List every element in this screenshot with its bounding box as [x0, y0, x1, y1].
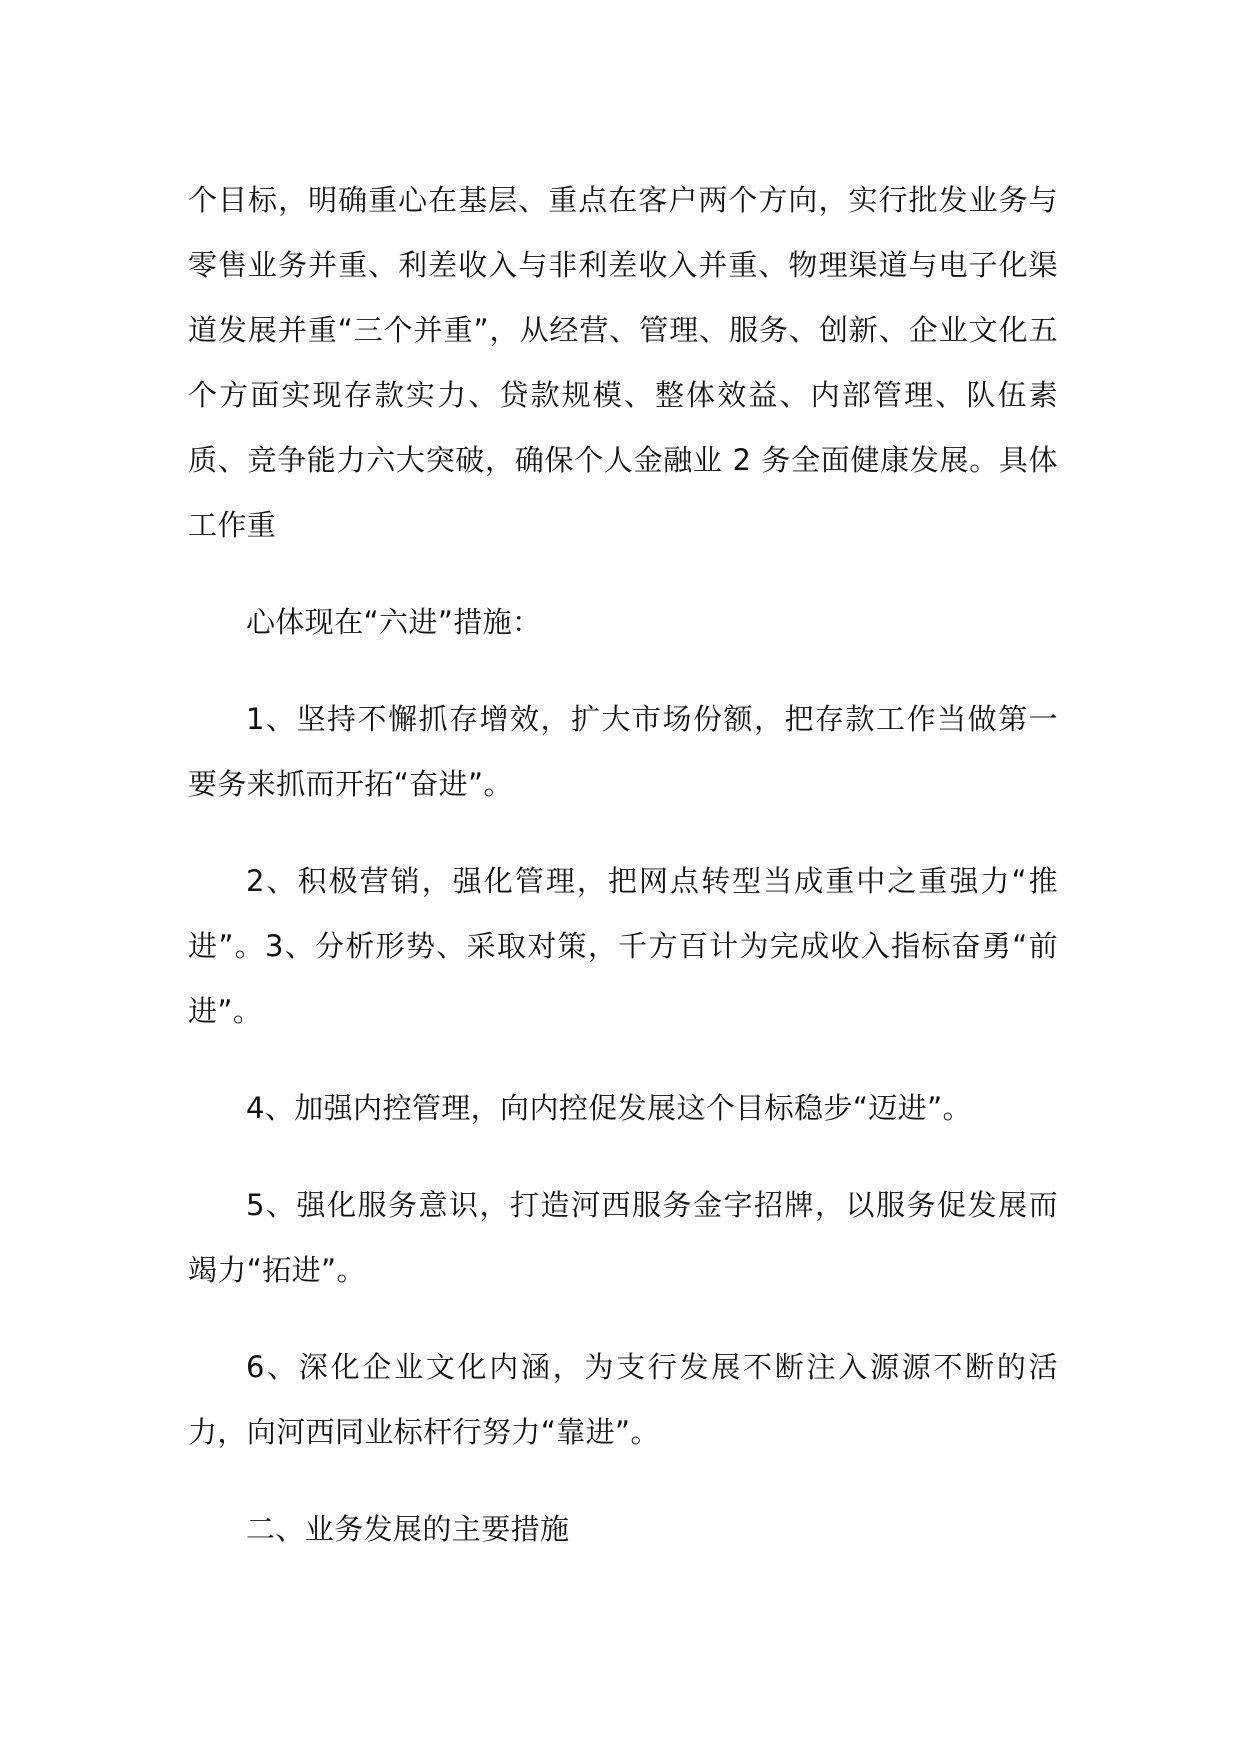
document-body — [188, 168, 1058, 1562]
paragraph-measure-5: 5、强化服务意识，打造河西服务金字招牌，以服务促发展而竭力“拓进”。 — [188, 1188, 1058, 1287]
section-heading-main-measures: 二、业务发展的主要措施 — [246, 1512, 570, 1546]
paragraph-measure-2-3: 2、积极营销，强化管理，把网点转型当成重中之重强力“推进”。3、分析形势、采取对策，千方百计为完成收入指标奋勇“前进”。 — [188, 864, 1058, 1028]
paragraph-intro: 个目标，明确重心在基层、重点在客户两个方向，实行批发业务与零售业务并重、利差收入与非利差收入并重、物理渠道与电子化渠道发展并重“三个并重”，从经营、管理、服务、创新、企业文化五个方面实现存款实力、贷款规模、整体效益、内部管理、队伍素质、竞争能力六大突破，确保个人金融业 2 务全面健康发展。具体工作重 — [188, 183, 1058, 542]
paragraph-measure-4: 4、加强内控管理，向内控促发展这个目标稳步“迈进”。 — [246, 1091, 972, 1125]
paragraph-six-measures-heading: 心体现在“六进”措施： — [246, 605, 542, 639]
paragraph-measure-1: 1、坚持不懈抓存增效，扩大市场份额，把存款工作当做第一要务来抓而开拓“奋进”。 — [188, 702, 1058, 801]
paragraph-measure-6: 6、深化企业文化内涵，为支行发展不断注入源源不断的活力，向河西同业标杆行努力“靠进”。 — [188, 1350, 1058, 1449]
